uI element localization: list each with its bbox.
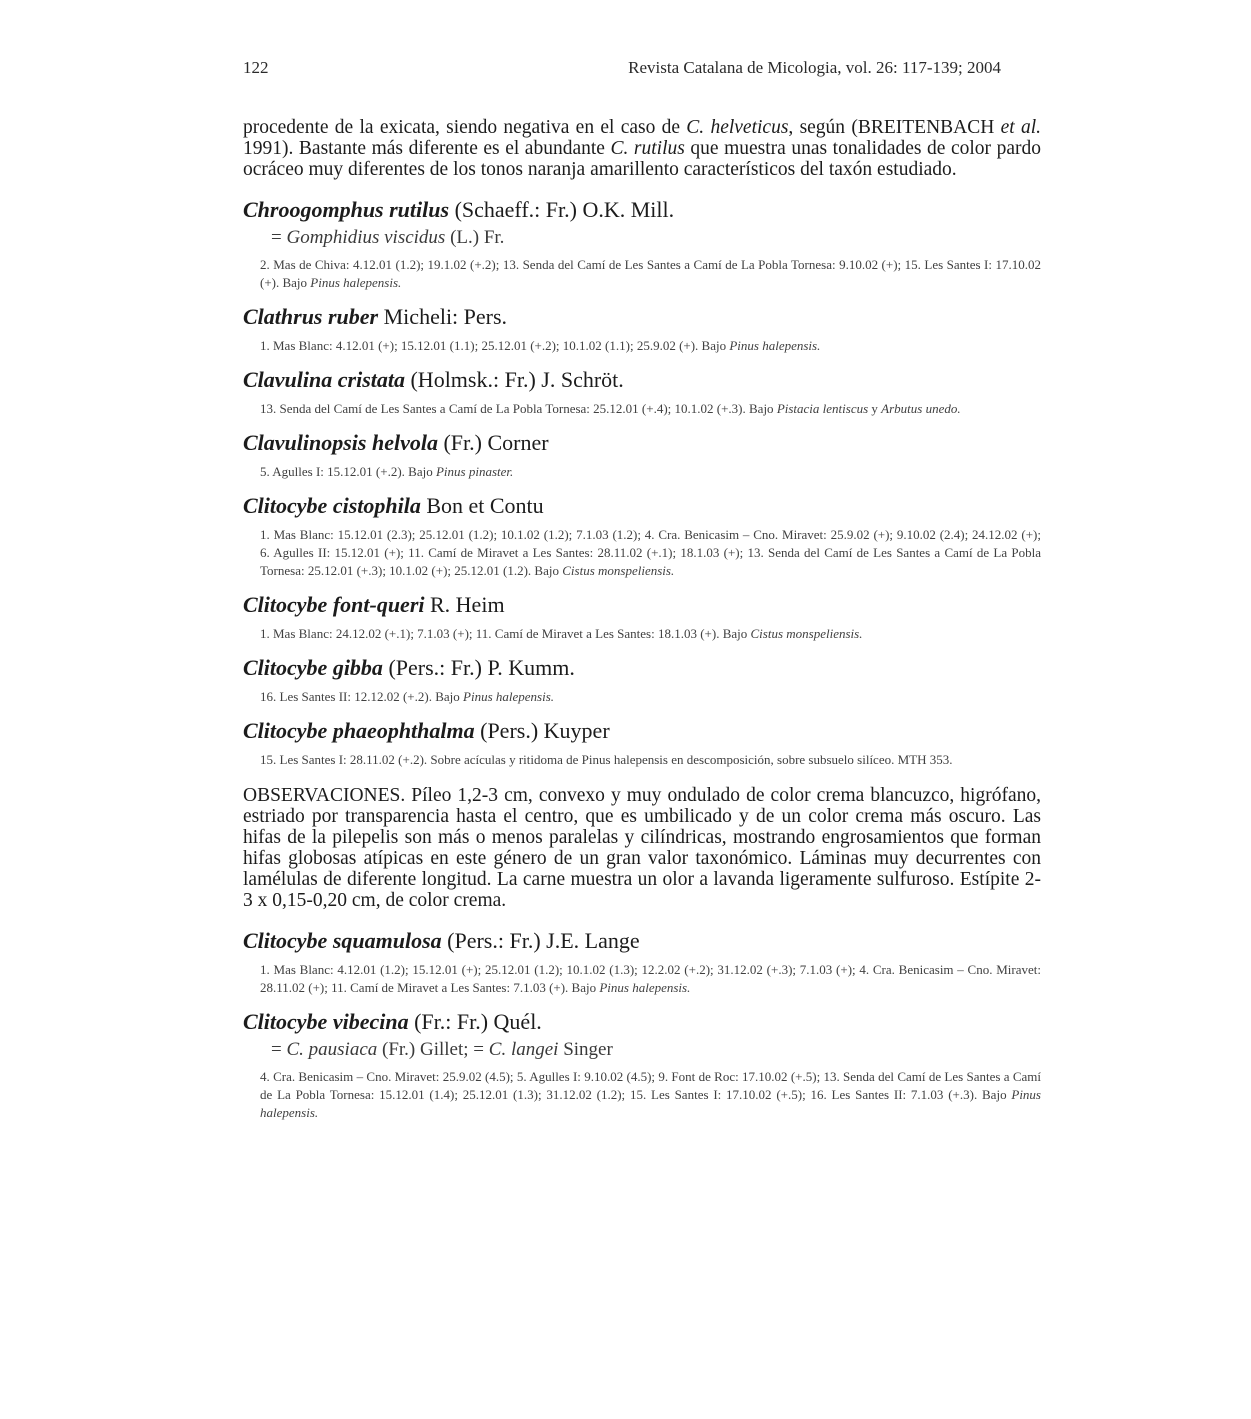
species-entry	[243, 492, 1041, 580]
intro-paragraph	[243, 117, 1041, 180]
host-plant: Pinus halepensis.	[310, 275, 402, 290]
locality-records	[243, 526, 1041, 580]
text-span: que muestra unas tonalidades de color pardo ocráceo muy diferentes de los tonos naranja amarillento característicos del taxón estudiado.	[243, 138, 1041, 180]
species-title	[243, 366, 1041, 393]
species-epithet: helvola	[371, 430, 438, 455]
species-title	[243, 1008, 1041, 1035]
species-entry	[243, 429, 1041, 481]
genus-name: Clitocybe	[243, 592, 328, 617]
genus-name: Clavulinopsis	[243, 430, 367, 455]
text-span: , según (BREITENBACH	[788, 117, 1001, 138]
locality-text: 1. Mas Blanc: 15.12.01 (2.3); 25.12.01 (1.2); 10.1.02 (1.2); 7.1.03 (1.2); 4. Cra. Benicasim – Cno. Miravet: 25.9.02 (+); 9.10.02 (2.4); 24.12.02 (+); 6. Agulles II: 15.12.01 (+); 11. Camí de Miravet a Les Santes: 28.11.02 (+.1); 18.1.03 (+); 13. Senda del Camí de Les Santes a Camí de La Pobla Tornesa: 25.12.01 (+.3); 10.1.02 (+); 25.12.01 (1.2). Bajo	[260, 527, 1041, 578]
citation-etal: et al.	[1000, 117, 1041, 138]
synonym-name: C. pausiaca	[286, 1039, 378, 1060]
locality-text: 1. Mas Blanc: 4.12.01 (+); 15.12.01 (1.1); 25.12.01 (+.2); 10.1.02 (1.1); 25.9.02 (+). Bajo	[260, 338, 730, 353]
synonym-author: (L.) Fr.	[445, 227, 505, 248]
species-author: (Fr.: Fr.) Quél.	[414, 1009, 542, 1034]
locality-text: y	[868, 401, 882, 416]
text-span: 1991). Bastante más diferente es el abundante	[243, 138, 611, 159]
species-author: (Fr.) Corner	[443, 430, 549, 455]
locality-records	[243, 688, 1041, 706]
species-title	[243, 717, 1041, 744]
host-plant: Arbutus unedo.	[881, 401, 961, 416]
locality-records	[243, 337, 1041, 355]
genus-name: Clitocybe	[243, 655, 328, 680]
synonym-author: (Fr.) Gillet; =	[377, 1039, 489, 1060]
species-entry	[243, 1008, 1041, 1122]
host-plant: Pinus halepensis.	[463, 689, 555, 704]
host-plant: Pinus pinaster.	[435, 464, 514, 479]
page-number: 122	[243, 58, 269, 77]
species-title	[243, 303, 1041, 330]
species-author: (Holmsk.: Fr.) J. Schröt.	[410, 367, 624, 392]
locality-records	[243, 961, 1041, 997]
species-entry	[243, 717, 1041, 769]
observations-paragraph: OBSERVACIONES. Píleo 1,2-3 cm, convexo y muy ondulado de color crema blancuzco, higrófano, estriado por transparencia hasta el centro, que es umbilicado y de un color crema más oscuro. Las hifas de la pilepelis son más o menos paralelas y cilíndricas, mostrando engrosamientos que forman hifas globosas atípicas en este género de un gran valor taxonómico. Láminas muy decurrentes con lamélulas de diferente longitud. La carne muestra un olor a lavanda ligeramente sulfuroso. Estípite 2-3 x 0,15-0,20 cm, de color crema.	[243, 785, 1041, 911]
synonym-sign: =	[271, 227, 287, 248]
locality-records	[243, 751, 1041, 769]
host-plant: Pinus halepensis.	[599, 980, 691, 995]
species-author: (Pers.: Fr.) J.E. Lange	[447, 928, 640, 953]
locality-records	[243, 256, 1041, 292]
species-epithet: font-queri	[332, 592, 425, 617]
host-plant: Cistus monspeliensis.	[750, 626, 863, 641]
species-epithet: gibba	[332, 655, 383, 680]
synonym-name: C. langei	[488, 1039, 559, 1060]
species-epithet: ruber	[328, 304, 379, 329]
species-title	[243, 429, 1041, 456]
running-header	[243, 58, 1001, 82]
species-entry	[243, 303, 1041, 355]
genus-name: Clavulina	[243, 367, 333, 392]
synonym-author: Singer	[558, 1039, 613, 1060]
species-epithet: cristata	[337, 367, 405, 392]
species-author: (Schaeff.: Fr.) O.K. Mill.	[454, 197, 675, 222]
journal-citation: Revista Catalana de Micologia, vol. 26: 117-139; 2004	[628, 58, 1001, 77]
species-entry	[243, 927, 1041, 997]
species-entry	[243, 654, 1041, 706]
host-plant: Cistus monspeliensis.	[562, 563, 675, 578]
synonym-line	[243, 227, 1041, 249]
locality-text: 15. Les Santes I: 28.11.02 (+.2). Sobre acículas y ritidoma de Pinus halepensis en descomposición, sobre subsuelo silíceo. MTH 353.	[260, 752, 953, 767]
host-plant: Pistacia lentiscus	[776, 401, 869, 416]
text-span: procedente de la exicata, siendo negativa en el caso de	[243, 117, 687, 138]
locality-records	[243, 400, 1041, 418]
species-author: (Pers.: Fr.) P. Kumm.	[388, 655, 575, 680]
synonym-sign: =	[271, 1039, 287, 1060]
genus-name: Clitocybe	[243, 928, 328, 953]
locality-text: 5. Agulles I: 15.12.01 (+.2). Bajo	[260, 464, 436, 479]
locality-text: 16. Les Santes II: 12.12.02 (+.2). Bajo	[260, 689, 464, 704]
species-author: Bon et Contu	[426, 493, 544, 518]
genus-name: Clitocybe	[243, 493, 328, 518]
host-plant: Pinus halepensis.	[260, 1087, 1041, 1120]
synonym-line	[243, 1039, 1041, 1061]
species-entry	[243, 196, 1041, 292]
taxon-name: C. rutilus	[610, 138, 685, 159]
locality-records	[243, 463, 1041, 481]
locality-records	[243, 1068, 1041, 1122]
species-entry	[243, 591, 1041, 643]
species-epithet: cistophila	[332, 493, 421, 518]
species-author: Micheli: Pers.	[383, 304, 508, 329]
species-title	[243, 591, 1041, 618]
species-epithet: rutilus	[389, 197, 450, 222]
genus-name: Chroogomphus	[243, 197, 384, 222]
species-title	[243, 196, 1041, 223]
genus-name: Clitocybe	[243, 718, 328, 743]
locality-text: 1. Mas Blanc: 24.12.02 (+.1); 7.1.03 (+); 11. Camí de Miravet a Les Santes: 18.1.03 (+). Bajo	[260, 626, 751, 641]
host-plant: Pinus halepensis.	[729, 338, 821, 353]
species-title	[243, 654, 1041, 681]
species-author: R. Heim	[430, 592, 505, 617]
species-epithet: vibecina	[332, 1009, 409, 1034]
genus-name: Clitocybe	[243, 1009, 328, 1034]
locality-text: 13. Senda del Camí de Les Santes a Camí de La Pobla Tornesa: 25.12.01 (+.4); 10.1.02 (+.3). Bajo	[260, 401, 777, 416]
article-body	[243, 117, 1041, 1122]
locality-text: 4. Cra. Benicasim – Cno. Miravet: 25.9.02 (4.5); 5. Agulles I: 9.10.02 (4.5); 9. Font de Roc: 17.10.02 (+.5); 13. Senda del Camí de Les Santes a Camí de La Pobla Tornesa: 15.12.01 (1.4); 25.12.01 (1.3); 31.12.02 (1.2); 15. Les Santes I: 17.10.02 (+.5); 16. Les Santes II: 7.1.03 (+.3). Bajo	[260, 1069, 1041, 1102]
synonym-name: Gomphidius viscidus	[286, 227, 446, 248]
taxon-name: C. helveticus	[686, 117, 789, 138]
species-author: (Pers.) Kuyper	[480, 718, 610, 743]
species-title	[243, 927, 1041, 954]
locality-text: 2. Mas de Chiva: 4.12.01 (1.2); 19.1.02 (+.2); 13. Senda del Camí de Les Santes a Camí de La Pobla Tornesa: 9.10.02 (+); 15. Les Santes I: 17.10.02 (+). Bajo	[260, 257, 1041, 290]
species-epithet: phaeophthalma	[332, 718, 475, 743]
species-entry	[243, 366, 1041, 418]
locality-records	[243, 625, 1041, 643]
species-title	[243, 492, 1041, 519]
genus-name: Clathrus	[243, 304, 323, 329]
species-epithet: squamulosa	[332, 928, 442, 953]
locality-text: 1. Mas Blanc: 4.12.01 (1.2); 15.12.01 (+); 25.12.01 (1.2); 10.1.02 (1.3); 12.2.02 (+.2); 31.12.02 (+.3); 7.1.03 (+); 4. Cra. Benicasim – Cno. Miravet: 28.11.02 (+); 11. Camí de Miravet a Les Santes: 7.1.03 (+). Bajo	[260, 962, 1041, 995]
